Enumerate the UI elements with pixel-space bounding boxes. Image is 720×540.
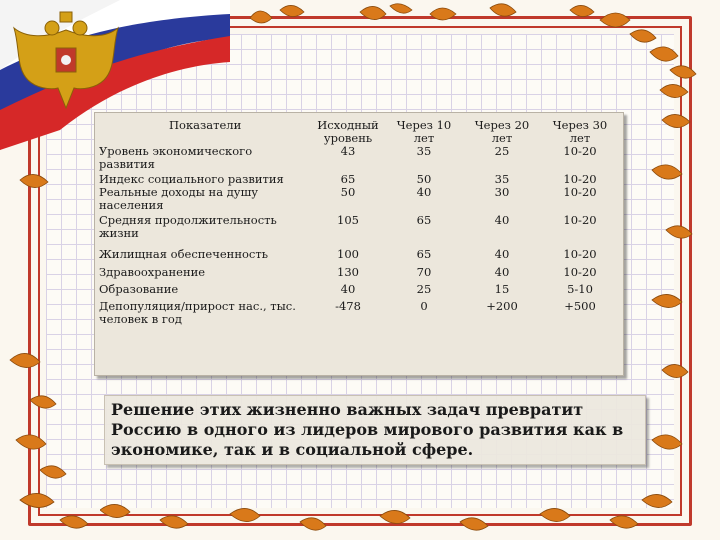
table-row — [99, 248, 619, 266]
table-row — [99, 145, 619, 173]
row-label: Депопуляция/прирост нас., тыс. человек в год — [99, 299, 296, 326]
cell-value: 25 — [494, 144, 510, 158]
cell-value: 43 — [340, 144, 356, 158]
cell-value: 50 — [416, 172, 432, 186]
row-label: Образование — [99, 282, 179, 296]
row-label: Жилищная обеспеченность — [99, 247, 268, 261]
conclusion-statement: Решение этих жизненно важных задач превратит Россию в одного из лидеров мирового развития как в экономике, так и в социальной сфере. — [104, 395, 646, 465]
cell-value: 35 — [494, 172, 510, 186]
autumn-leaves-top-icon — [240, 0, 720, 110]
row-label: Уровень экономического развития — [99, 144, 253, 171]
cell-value: 10-20 — [563, 144, 597, 158]
cell-value: 65 — [340, 172, 356, 186]
cell-value: 40 — [494, 213, 510, 227]
coat-of-arms-icon — [6, 8, 126, 120]
cell-value: 100 — [337, 247, 359, 261]
table-row — [99, 214, 619, 248]
cell-value: 10-20 — [563, 247, 597, 261]
cell-value: 40 — [340, 282, 356, 296]
cell-value: 0 — [420, 299, 428, 313]
table-row — [99, 300, 619, 326]
table-row — [99, 186, 619, 214]
header-10-years: Через 10 лет — [396, 118, 452, 145]
header-indicators: Показатели — [169, 118, 242, 132]
cell-value: 65 — [416, 247, 432, 261]
cell-value: 40 — [494, 247, 510, 261]
autumn-leaves-bottom-icon — [100, 470, 660, 540]
cell-value: 10-20 — [563, 185, 597, 199]
table-row — [99, 266, 619, 283]
table-row — [99, 283, 619, 300]
cell-value: 65 — [416, 213, 432, 227]
cell-value: -478 — [335, 299, 361, 313]
row-label: Индекс социального развития — [99, 172, 284, 186]
cell-value: 40 — [416, 185, 432, 199]
table-header-row — [99, 119, 619, 145]
cell-value: 30 — [494, 185, 510, 199]
cell-value: 10-20 — [563, 172, 597, 186]
cell-value: 15 — [494, 282, 510, 296]
cell-value: +200 — [486, 299, 518, 313]
cell-value: +500 — [564, 299, 596, 313]
indicators-table — [99, 119, 619, 326]
row-label: Реальные доходы на душу населения — [99, 185, 259, 212]
row-label: Средняя продолжительность жизни — [99, 213, 277, 240]
cell-value: 25 — [416, 282, 432, 296]
cell-value: 70 — [416, 265, 432, 279]
header-initial-level: Исходный уровень — [317, 118, 379, 145]
cell-value: 35 — [416, 144, 432, 158]
cell-value: 105 — [337, 213, 359, 227]
cell-value: 10-20 — [563, 265, 597, 279]
cell-value: 10-20 — [563, 213, 597, 227]
cell-value: 50 — [340, 185, 356, 199]
row-label: Здравоохранение — [99, 265, 206, 279]
header-20-years: Через 20 лет — [474, 118, 530, 145]
cell-value: 40 — [494, 265, 510, 279]
cell-value: 130 — [337, 265, 359, 279]
header-30-years: Через 30 лет — [552, 118, 608, 145]
indicators-table-panel — [94, 112, 624, 376]
cell-value: 5-10 — [567, 282, 593, 296]
